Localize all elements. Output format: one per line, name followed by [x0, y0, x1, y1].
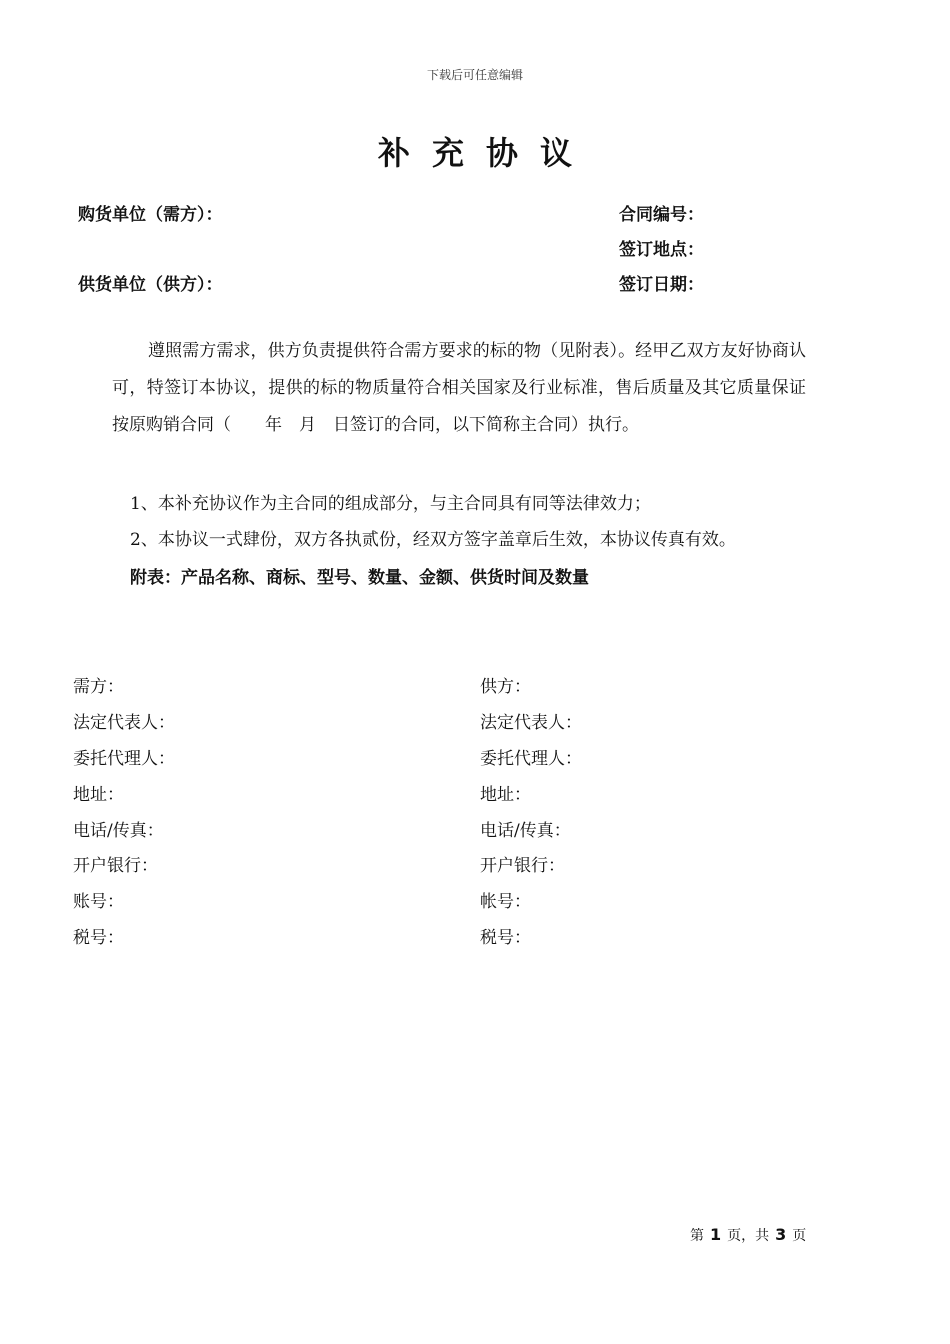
sign-date-label: 签订日期： — [619, 275, 704, 295]
clause-2: 2、本协议一式肆份，双方各执贰份，经双方签字盖章后生效，本协议传真有效。 — [130, 530, 736, 550]
buyer-tax-id-field: 税号： — [73, 928, 124, 948]
supplier-tax-id-field: 税号： — [480, 928, 531, 948]
clause-1: 1、本补充协议作为主合同的组成部分，与主合同具有同等法律效力； — [130, 494, 651, 514]
supplier-agent-field: 委托代理人： — [480, 749, 582, 769]
supplier-signature-field: 供方： — [480, 677, 531, 697]
page-prefix: 第 — [690, 1228, 704, 1244]
sign-place-label: 签订地点： — [619, 240, 704, 260]
body-paragraph: 遵照需方需求，供方负责提供符合需方要求的标的物（见附表）。经甲乙双方友好协商认可，特签订本协议，提供的标的物质量符合相关国家及行业标准，售后质量及其它质量保证按原购销合同（ 年 月 日签订的合同，以下简称主合同）执行。 — [112, 341, 806, 435]
page-number — [690, 1225, 806, 1245]
buyer-account-field: 账号： — [73, 892, 124, 912]
supplier-phone-fax-field: 电话/传真： — [480, 821, 571, 841]
contract-number-label: 合同编号： — [619, 205, 704, 225]
buyer-agent-field: 委托代理人： — [73, 749, 175, 769]
buyer-phone-fax-field: 电话/传真： — [73, 821, 164, 841]
buyer-label: 购货单位（需方）： — [78, 205, 223, 225]
document-title: 补充协议 — [377, 134, 594, 172]
appendix-note: 附表：产品名称、商标、型号、数量、金额、供货时间及数量 — [130, 568, 589, 588]
supplier-bank-field: 开户银行： — [480, 856, 565, 876]
header-note: 下载后可任意编辑 — [426, 68, 523, 82]
buyer-bank-field: 开户银行： — [73, 856, 158, 876]
page-suffix: 页 — [792, 1228, 807, 1244]
supplier-label: 供货单位（供方）： — [78, 275, 223, 295]
total-pages: 3 — [775, 1225, 787, 1244]
buyer-signature-field: 需方： — [73, 677, 124, 697]
supplier-legal-rep-field: 法定代表人： — [480, 713, 582, 733]
buyer-address-field: 地址： — [73, 785, 124, 805]
supplier-address-field: 地址： — [480, 785, 531, 805]
supplier-account-field: 帐号： — [480, 892, 531, 912]
page-middle: 页，共 — [727, 1228, 770, 1244]
current-page: 1 — [710, 1225, 722, 1244]
buyer-legal-rep-field: 法定代表人： — [73, 713, 175, 733]
